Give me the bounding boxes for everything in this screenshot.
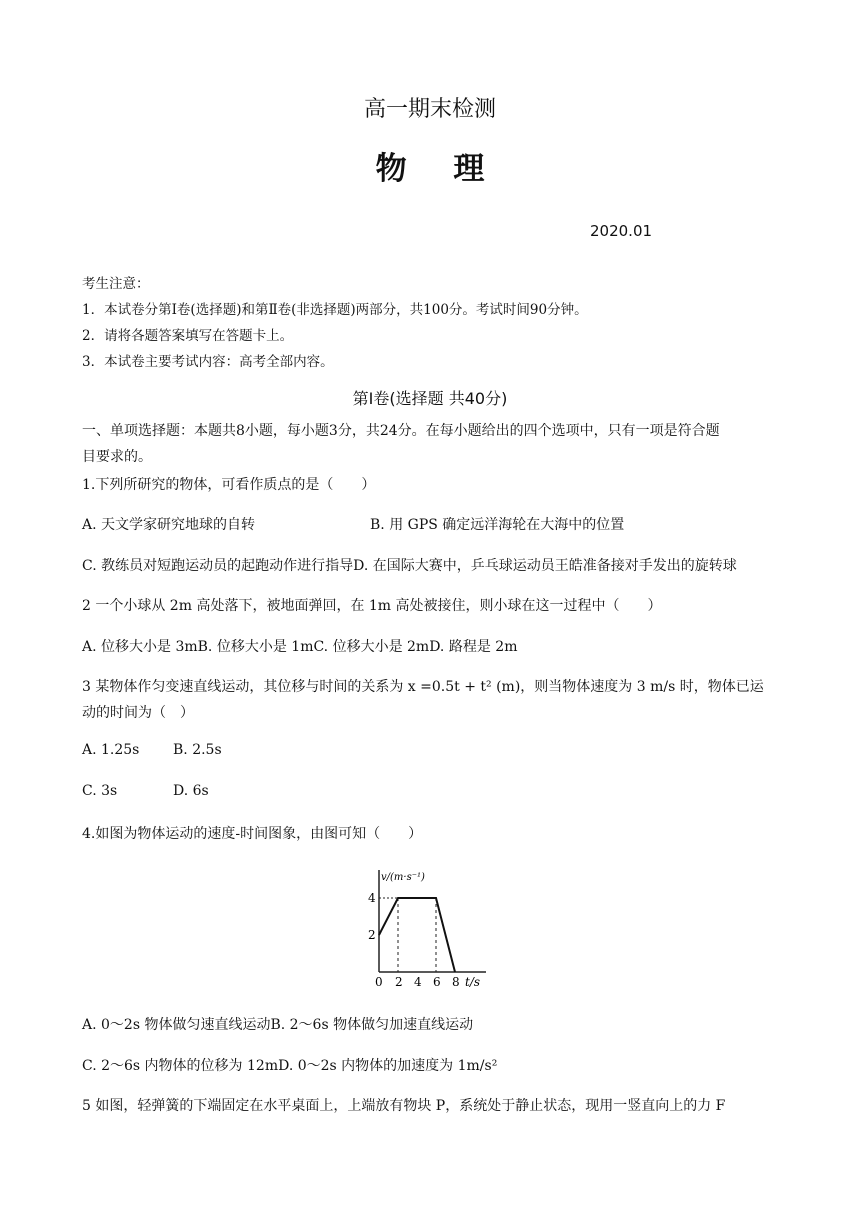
section-heading: 第Ⅰ卷(选择题 共40分) (352, 389, 508, 408)
q3-stem-line1: 3 某物体作匀变速直线运动，其位移与时间的关系为 x =0.5t + t² (m)，则当物体速度为 3 m/s 时，物体已运 (82, 679, 764, 695)
q1-option-cd: C. 教练员对短跑运动员的起跑动作进行指导D. 在国际大赛中，乒乓球运动员王皓准备接对手发出的旋转球 (82, 558, 737, 574)
x-tick-label: 6 (433, 975, 441, 989)
q3-stem-line2: 动的时间为（ ） (82, 705, 194, 721)
x-tick-label: 0 (375, 975, 383, 989)
velocity-time-graph (362, 862, 494, 992)
q3-option-a: A. 1.25s (82, 742, 140, 758)
note-item-2: 2．请将各题答案填写在答题卡上。 (82, 328, 294, 344)
subject-title: 物 理 (375, 151, 503, 187)
exam-date: 2020.01 (590, 222, 653, 240)
y-tick-label: 4 (368, 891, 376, 905)
q1-stem: 1.下列所研究的物体，可看作质点的是（ ） (82, 477, 376, 493)
q2-options: A. 位移大小是 3mB. 位移大小是 1mC. 位移大小是 2mD. 路程是 2m (82, 639, 518, 655)
note-item-3: 3．本试卷主要考试内容：高考全部内容。 (82, 354, 334, 370)
q1-option-a: A. 天文学家研究地球的自转 (82, 517, 256, 533)
y-axis-label: v/(m·s⁻¹) (381, 872, 425, 883)
section-instruction-line1: 一、单项选择题：本题共8小题，每小题3分，共24分。在每小题给出的四个选项中，只有一项是符合题 (82, 423, 720, 439)
q1-option-b: B. 用 GPS 确定远洋海轮在大海中的位置 (370, 517, 625, 533)
q2-stem: 2 一个小球从 2m 高处落下，被地面弹回，在 1m 高处被接住，则小球在这一过程中（ ） (82, 598, 662, 614)
x-tick-label: 8 (452, 975, 460, 989)
x-tick-label: 2 (395, 975, 403, 989)
x-axis-label: t/s (465, 975, 481, 989)
q4-stem: 4.如图为物体运动的速度-时间图象，由图可知（ ） (82, 826, 423, 842)
q4-option-cd: C. 2～6s 内物体的位移为 12mD. 0～2s 内物体的加速度为 1m/s² (82, 1058, 498, 1074)
q3-option-d: D. 6s (173, 783, 209, 799)
series-line (379, 898, 455, 972)
note-item-1: 1．本试卷分第Ⅰ卷(选择题)和第Ⅱ卷(非选择题)两部分，共100分。考试时间90分钟。 (82, 302, 588, 318)
q3-option-b: B. 2.5s (173, 742, 222, 758)
x-tick-label: 4 (414, 975, 422, 989)
y-tick-label: 2 (368, 928, 376, 942)
section-instruction-line2: 目要求的。 (82, 449, 152, 465)
q5-stem: 5 如图，轻弹簧的下端固定在水平桌面上，上端放有物块 P，系统处于静止状态，现用一竖直向上的力 F (82, 1098, 726, 1114)
q4-option-ab: A. 0～2s 物体做匀速直线运动B. 2～6s 物体做匀加速直线运动 (82, 1017, 474, 1033)
notes-title: 考生注意： (82, 276, 150, 292)
q3-option-c: C. 3s (82, 783, 118, 799)
exam-title: 高一期末检测 (363, 97, 496, 122)
